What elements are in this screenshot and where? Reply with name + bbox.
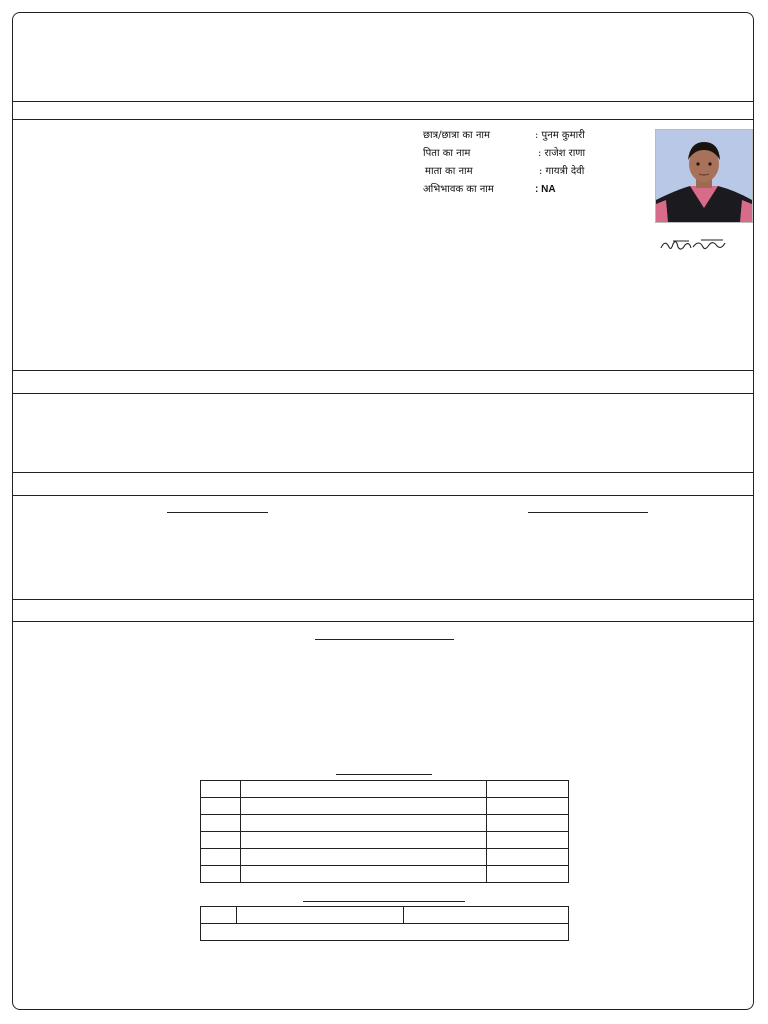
heading-underline-2 xyxy=(336,774,432,775)
field-value: : पुनम कुमारी xyxy=(535,130,585,141)
student-photo xyxy=(655,129,753,223)
table-row xyxy=(201,798,569,815)
table-row xyxy=(201,866,569,883)
form-header xyxy=(13,13,753,101)
field-value: : राजेश राणा xyxy=(538,148,586,159)
table-cell xyxy=(201,781,241,798)
section-title-bar-2 xyxy=(13,371,753,393)
table-cell xyxy=(241,866,487,883)
table-cell xyxy=(241,849,487,866)
table-1 xyxy=(200,780,569,883)
table-cell xyxy=(487,798,569,815)
section-body-2 xyxy=(13,394,753,472)
table-row xyxy=(201,832,569,849)
table-cell xyxy=(487,815,569,832)
section-title-bar-1 xyxy=(13,102,753,119)
section-title-bar-3 xyxy=(13,473,753,495)
field-label: पिता का नाम xyxy=(423,148,471,159)
table-cell xyxy=(201,815,241,832)
table-cell xyxy=(201,924,569,941)
table-cell xyxy=(487,849,569,866)
heading-underline-1 xyxy=(315,639,454,640)
field-value: : NA xyxy=(535,184,556,195)
form-frame xyxy=(12,12,754,1010)
table-row xyxy=(201,781,569,798)
field-label: छात्र/छात्रा का नाम xyxy=(423,130,490,141)
table-cell xyxy=(241,815,487,832)
table-cell xyxy=(201,832,241,849)
table-cell xyxy=(201,849,241,866)
student-portrait-photo-icon xyxy=(656,130,752,222)
student-signature xyxy=(659,235,729,255)
table-cell xyxy=(404,907,569,924)
field-label: अभिभावक का नाम xyxy=(423,184,494,195)
table-cell xyxy=(241,798,487,815)
table-cell xyxy=(241,832,487,849)
table-cell xyxy=(241,781,487,798)
heading-underline-3 xyxy=(303,901,465,902)
table-cell xyxy=(201,907,237,924)
section-title-bar-4 xyxy=(13,600,753,621)
table-row xyxy=(201,849,569,866)
table-cell xyxy=(487,866,569,883)
student-info-section xyxy=(13,120,753,370)
field-label: माता का नाम xyxy=(425,166,473,177)
table-cell xyxy=(487,832,569,849)
table-2 xyxy=(200,906,569,941)
table-row xyxy=(201,907,569,924)
table-cell xyxy=(201,798,241,815)
table-cell xyxy=(237,907,404,924)
section-body-3 xyxy=(13,496,753,599)
table-row xyxy=(201,815,569,832)
table-cell xyxy=(487,781,569,798)
field-value: : गायत्री देवी xyxy=(539,166,585,177)
signature-icon xyxy=(659,235,729,255)
signature-line-right xyxy=(528,512,648,513)
table-cell xyxy=(201,866,241,883)
table-row xyxy=(201,924,569,941)
signature-line-left xyxy=(167,512,268,513)
